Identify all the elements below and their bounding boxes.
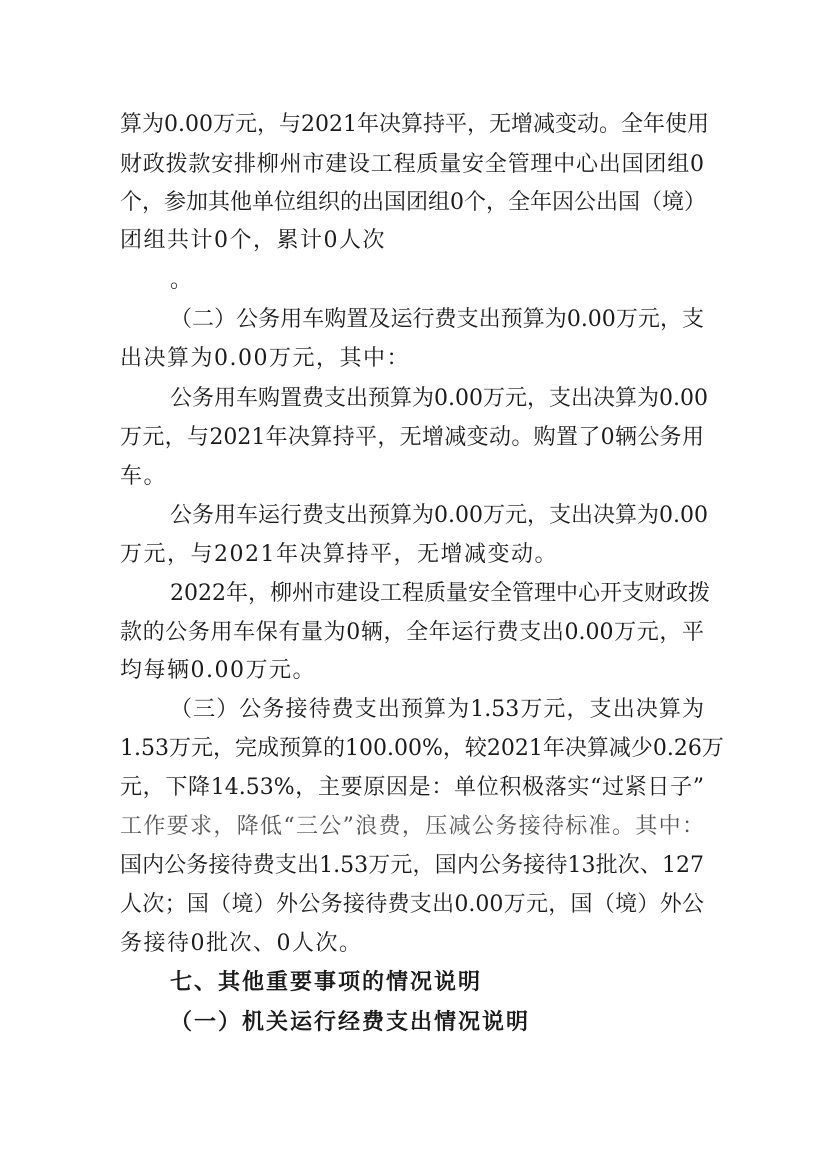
paragraph-line: 车。 [120, 464, 168, 489]
paragraph-line: 万元，与2021年决算持平，无增减变动。 [120, 542, 558, 567]
paragraph-line: 。 [170, 268, 194, 293]
paragraph-line: 工作要求，降低“三公”浪费，压减公务接待标准。其中： [120, 814, 704, 839]
paragraph-line: （二）公务用车购置及运行费支出预算为0.00万元，支 [170, 307, 704, 332]
paragraph-line: 元，下降14.53%，主要原因是：单位积极落实“过紧日子” [120, 775, 704, 800]
paragraph-line: 出决算为0.00万元，其中： [120, 346, 410, 371]
paragraph-line: 国内公务接待费支出1.53万元，国内公务接待13批次、127 [120, 853, 704, 878]
paragraph-line: 万元，与2021年决算持平，无增减变动。购置了0辆公务用 [120, 425, 704, 450]
paragraph-line: 算为0.00万元，与2021年决算持平，无增减变动。全年使用 [120, 112, 709, 137]
paragraph-line: 1.53万元，完成预算的100.00%，较2021年决算减少0.26万 [120, 736, 724, 761]
paragraph-line: 财政拨款安排柳州市建设工程质量安全管理中心出国团组0 [120, 152, 704, 177]
paragraph-line: （三）公务接待费支出预算为1.53万元，支出决算为 [170, 697, 704, 722]
paragraph-line: 人次；国（境）外公务接待费支出0.00万元，国（境）外公 [120, 892, 704, 917]
paragraph-line: 2022年，柳州市建设工程质量安全管理中心开支财政拨 [170, 581, 710, 606]
paragraph-line: 个，参加其他单位组织的出国团组0个，全年因公出国（境） [120, 190, 706, 215]
paragraph-line: 团组共计0个，累计0人次 [120, 228, 386, 253]
paragraph-line: 公务用车购置费支出预算为0.00万元，支出决算为0.00 [170, 386, 708, 411]
paragraph-line: 公务用车运行费支出预算为0.00万元，支出决算为0.00 [170, 503, 708, 528]
paragraph-line: 务接待0批次、0人次。 [120, 931, 363, 956]
paragraph-line: 均每辆0.00万元。 [120, 658, 316, 683]
paragraph-line: 款的公务用车保有量为0辆，全年运行费支出0.00万元，平 [120, 620, 704, 645]
section-heading: 七、其他重要事项的情况说明 [170, 970, 483, 995]
subsection-heading: （一）机关运行经费支出情况说明 [170, 1010, 531, 1035]
